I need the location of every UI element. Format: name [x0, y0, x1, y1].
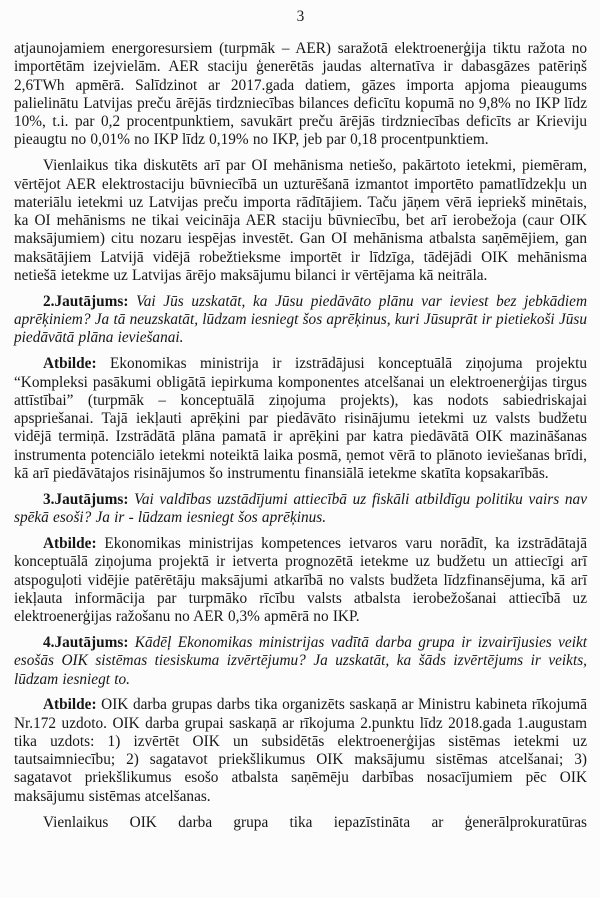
paragraph-text: Vai valdības uzstādījumi attiecībā uz fiskāli atbildīgu politiku vairs nav spēkā esoši? Ja ir - lūdzam iesniegt šos aprēķinus.	[14, 490, 587, 527]
paragraph-text: OIK darba grupas darbs tika organizēts saskaņā ar Ministru kabineta rīkojumā Nr.172 uzdoto. OIK darba grupai saskaņā ar rīkojuma 2.punktu līdz 2018.gada 1.augustam tika uzdots: 1) izvērtēt OIK un subsidētās elektroenerģijas sistēmas ietekmi uz tautsaimniecību; 2) sagatavot priekšlikumus OIK maksājumu sistēmas atcelšanai; 3) sagatavot priekšlikumus esošo atbalsta saņēmēju darbības nosacījumiem pēc OIK maksājumu sistēmas atcelšanas.	[14, 696, 587, 805]
paragraph-text: Ekonomikas ministrija ir izstrādājusi konceptuālā ziņojuma projektu “Kompleksi pasākumi obligātā iepirkuma komponentes atcelšanai un elektroenerģijas tirgus attīstībai” (turpmāk – konceptuālā ziņojuma projekts), kas nodots sabiedriskajai apspriešanai. Tajā iekļauti aprēķini par piedāvāto risinājumu ietekmi uz valsts budžetu vidējā termiņā. Izstrādātā plāna pamatā ir aprēķini par katra piedāvātā OIK mazināšanas instrumenta potenciālo ietekmi noteiktā laika posmā, ņemot vērā to plānoto ieviešanas brīdi, kā arī piedāvātajos risinājumos šo instrumentu finansiālā ietekme skatīta kopsakarībās.	[14, 355, 587, 483]
paragraph-text: Vienlaikus tika diskutēts arī par OI mehānisma netiešo, pakārtoto ietekmi, piemēram, vērtējot AER elektrostaciju būvniecībā un uzturēšanā izmantot importēto pamatlīdzekļu un materiālu ietekmi uz Latvijas preču importa rādītājiem. Taču jāņem vērā iepriekš minētais, ka OI mehānisms ne tikai veicināja AER staciju būvniecību, bet arī ierobežoja (caur OIK maksājumiem) citu nozaru iespējas investēt. Gan OI mehānisma atbalsta saņēmējiem, gan maksātājiem Latvijā vidējā robežtieksme importēt ir līdzīga, tādējādi OIK mehānisma netiešā ietekme uz Latvijas ārējo maksājumu bilanci ir vērtējama kā neitrāla.	[14, 157, 587, 285]
paragraph	[14, 355, 587, 483]
paragraph	[14, 157, 587, 285]
paragraph-text: Kādēļ Ekonomikas ministrijas vadītā darba grupa ir izvairījusies veikt esošās OIK sistēmas tiesiskuma izvērtējumu? Ja uzskatāt, ka šāds izvērtējums ir veikts, lūdzam iesniegt to.	[14, 633, 587, 688]
paragraph-text: Vai Jūs uzskatāt, ka Jūsu piedāvāto plānu var ieviest bez jebkādiem aprēķiniem? Ja tā neuzskatāt, lūdzam iesniegt šos aprēķinus, kuri Jūsuprāt ir pietiekoši Jūsu piedāvātā plāna ieviešanai.	[14, 292, 587, 347]
paragraph-text: Vienlaikus OIK darba grupa tika iepazīstināta ar ģenerālprokuratūras	[43, 813, 587, 831]
paragraph	[14, 535, 587, 626]
paragraph	[14, 40, 587, 150]
paragraph-lead: 3.Jautājums:	[43, 490, 129, 508]
paragraph-lead: 2.Jautājums:	[43, 292, 129, 310]
page-number: 3	[296, 8, 305, 25]
paragraph-lead: 4.Jautājums:	[43, 633, 129, 651]
paragraph-lead: Atbilde:	[43, 355, 97, 373]
paragraph-text: atjaunojamiem energoresursiem (turpmāk – AER) saražotā elektroenerģija tiktu ražota no importētām izejvielām. AER staciju ģenerētās jaudas alternatīva ir dabasgāzes patēriņš 2,6TWh apmērā. Salīdzinot ar 2017.gada datiem, gāzes importa apjoma pieaugums palielinātu Latvijas preču ārējās tirdzniecības bilances deficītu kopumā no 9,8% no IKP līdz 10%, t.i. par 0,2 procentpunktiem, savukārt preču ārējās tirdzniecības deficīts ar Krieviju pieaugtu no 0,01% no IKP līdz 0,19% no IKP, jeb par 0,18 procentpunktiem.	[14, 40, 587, 149]
paragraph	[14, 634, 587, 689]
paragraph	[14, 814, 587, 832]
paragraph	[14, 696, 587, 806]
document-body	[14, 40, 587, 832]
paragraph	[14, 491, 587, 528]
paragraph-text: Ekonomikas ministrijas kompetences ietvaros varu norādīt, ka izstrādātajā konceptuālā ziņojuma projektā ir ietverta prognozētā ietekme uz budžetu un attiecīgi arī atspoguļoti vidējie patērētāju maksājumi atkarībā no valsts budžeta līdzfinansējuma, kā arī iekļauta informācija par turpmāko rīcību valsts atbalsta ierobežošanai attiecībā uz elektroenerģijas ražošanu no AER 0,3% apmērā no IKP.	[14, 534, 587, 626]
paragraph-lead: Atbilde:	[43, 696, 97, 714]
paragraph	[14, 293, 587, 348]
paragraph-lead: Atbilde:	[43, 534, 97, 552]
